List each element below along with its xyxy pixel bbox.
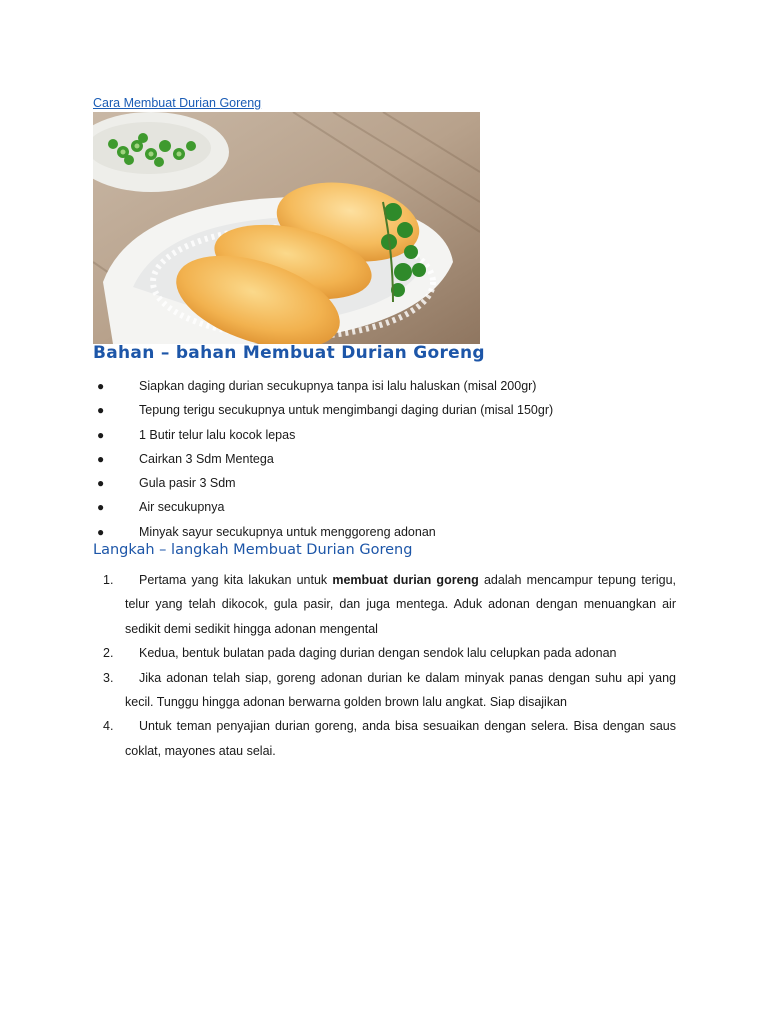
step-number: 3.	[103, 670, 114, 685]
step-text: Untuk teman penyajian durian goreng, anda bisa sesuaikan dengan selera. Bisa dengan saus coklat, mayones atau selai.	[125, 719, 676, 758]
step-text: Kedua, bentuk bulatan pada daging durian dengan sendok lalu celupkan pada adonan	[139, 646, 617, 661]
list-item: ● Cairkan 3 Sdm Mentega	[97, 451, 274, 466]
bullet-icon: ●	[97, 427, 105, 442]
list-item	[93, 714, 676, 763]
steps-list	[93, 568, 676, 763]
list-item: ● 1 Butir telur lalu kocok lepas	[97, 427, 296, 442]
list-item: ● Minyak sayur secukupnya untuk menggoreng adonan	[97, 524, 436, 539]
bullet-icon: ●	[97, 379, 105, 393]
step-number: 2.	[103, 646, 114, 661]
list-item	[93, 666, 676, 715]
list-item	[93, 568, 676, 641]
list-item: ● Gula pasir 3 Sdm	[97, 476, 236, 491]
step-text: Jika adonan telah siap, goreng adonan durian ke dalam minyak panas dengan suhu api yang kecil. Tunggu hingga adonan berwarna golden brown lalu angkat. Siap disajikan	[125, 670, 676, 710]
ingredients-list	[93, 378, 693, 548]
list-item: ● Tepung terigu secukupnya untuk mengimbangi daging durian (misal 150gr)	[97, 403, 554, 418]
bullet-icon: ●	[97, 403, 105, 418]
step-text: Pertama yang kita lakukan untuk	[139, 573, 333, 587]
durian-goreng-photo	[93, 112, 480, 344]
step-number: 4.	[103, 719, 114, 734]
ingredients-heading: Bahan – bahan Membuat Durian Goreng	[93, 343, 485, 363]
bullet-icon: ●	[97, 500, 105, 515]
step-text: adalah mencampur tepung terigu, telur yang telah dikocok, gula pasir, dan juga mentega. Aduk adonan dengan menuangkan air sedikit demi sedikit hingga adonan mengental	[125, 573, 676, 636]
list-item	[93, 641, 676, 665]
steps-heading: Langkah – langkah Membuat Durian Goreng	[93, 542, 413, 558]
list-item: ● Air secukupnya	[97, 500, 225, 515]
bullet-icon: ●	[97, 524, 105, 539]
step-bold-text: membuat durian goreng	[332, 573, 479, 587]
title-link[interactable]: Cara Membuat Durian Goreng	[93, 96, 262, 110]
bullet-icon: ●	[97, 451, 105, 466]
bullet-icon: ●	[97, 476, 105, 491]
step-number: 1.	[103, 573, 114, 587]
list-item: ● Siapkan daging durian secukupnya tanpa isi lalu haluskan (misal 200gr)	[97, 379, 537, 393]
